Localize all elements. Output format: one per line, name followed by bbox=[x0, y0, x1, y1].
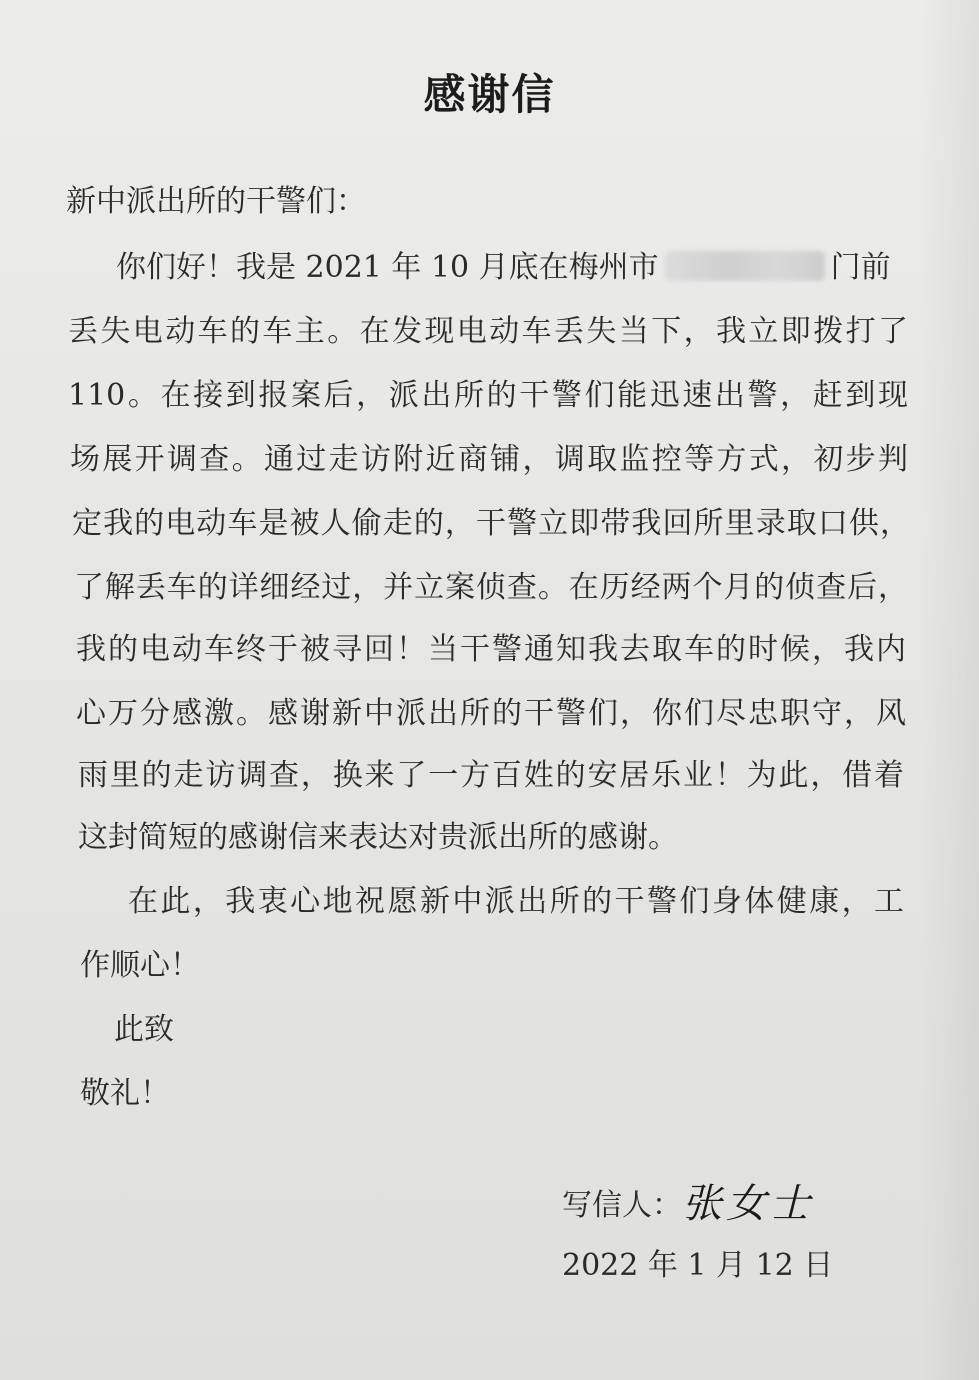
signer-label: 写信人： bbox=[562, 1188, 682, 1223]
wish-line-1: 在此，我衷心地祝愿新中派出所的干警们身体健康，工 bbox=[128, 884, 904, 919]
body-line-10: 这封简短的感谢信来表达对贵派出所的感谢。 bbox=[78, 820, 678, 855]
body-line-3: 110。在接到报案后，派出所的干警们能迅速出警，赶到现 bbox=[68, 378, 908, 413]
salutation: 新中派出所的干警们： bbox=[66, 184, 366, 219]
body-line-6: 了解丢车的详细经过，并立案侦查。在历经两个月的侦查后， bbox=[74, 570, 908, 605]
signer-block bbox=[562, 1181, 814, 1227]
page-shadow bbox=[919, 0, 979, 1380]
closing-jingli: 敬礼！ bbox=[80, 1076, 170, 1111]
wish-line-2: 作顺心！ bbox=[80, 948, 200, 983]
body-line-7: 我的电动车终于被寻回！当干警通知我去取车的时候，我内 bbox=[76, 632, 906, 667]
body-line-5: 定我的电动车是被人偷走的，干警立即带我回所里录取口供， bbox=[72, 506, 910, 541]
redacted-address bbox=[665, 251, 825, 281]
body-line-4: 场展开调查。通过走访附近商铺，调取监控等方式，初步判 bbox=[70, 442, 908, 477]
letter-date: 2022 年 1 月 12 日 bbox=[562, 1248, 834, 1283]
body-line-1 bbox=[116, 248, 891, 288]
body-line-2: 丢失电动车的车主。在发现电动车丢失当下，我立即拨打了 bbox=[68, 314, 908, 349]
body-line-8: 心万分感激。感谢新中派出所的干警们，你们尽忠职守，风 bbox=[76, 696, 906, 731]
closing-cizhi: 此致 bbox=[114, 1012, 174, 1047]
body-line-1-tail: 门前 bbox=[830, 250, 891, 285]
handwritten-signature: 张女士 bbox=[682, 1181, 814, 1227]
letter-title: 感谢信 bbox=[423, 70, 556, 119]
body-line-1-text: 你们好！我是 2021 年 10 月底在梅州市 bbox=[116, 250, 659, 285]
body-line-9: 雨里的走访调查，换来了一方百姓的安居乐业！为此，借着 bbox=[78, 758, 904, 793]
